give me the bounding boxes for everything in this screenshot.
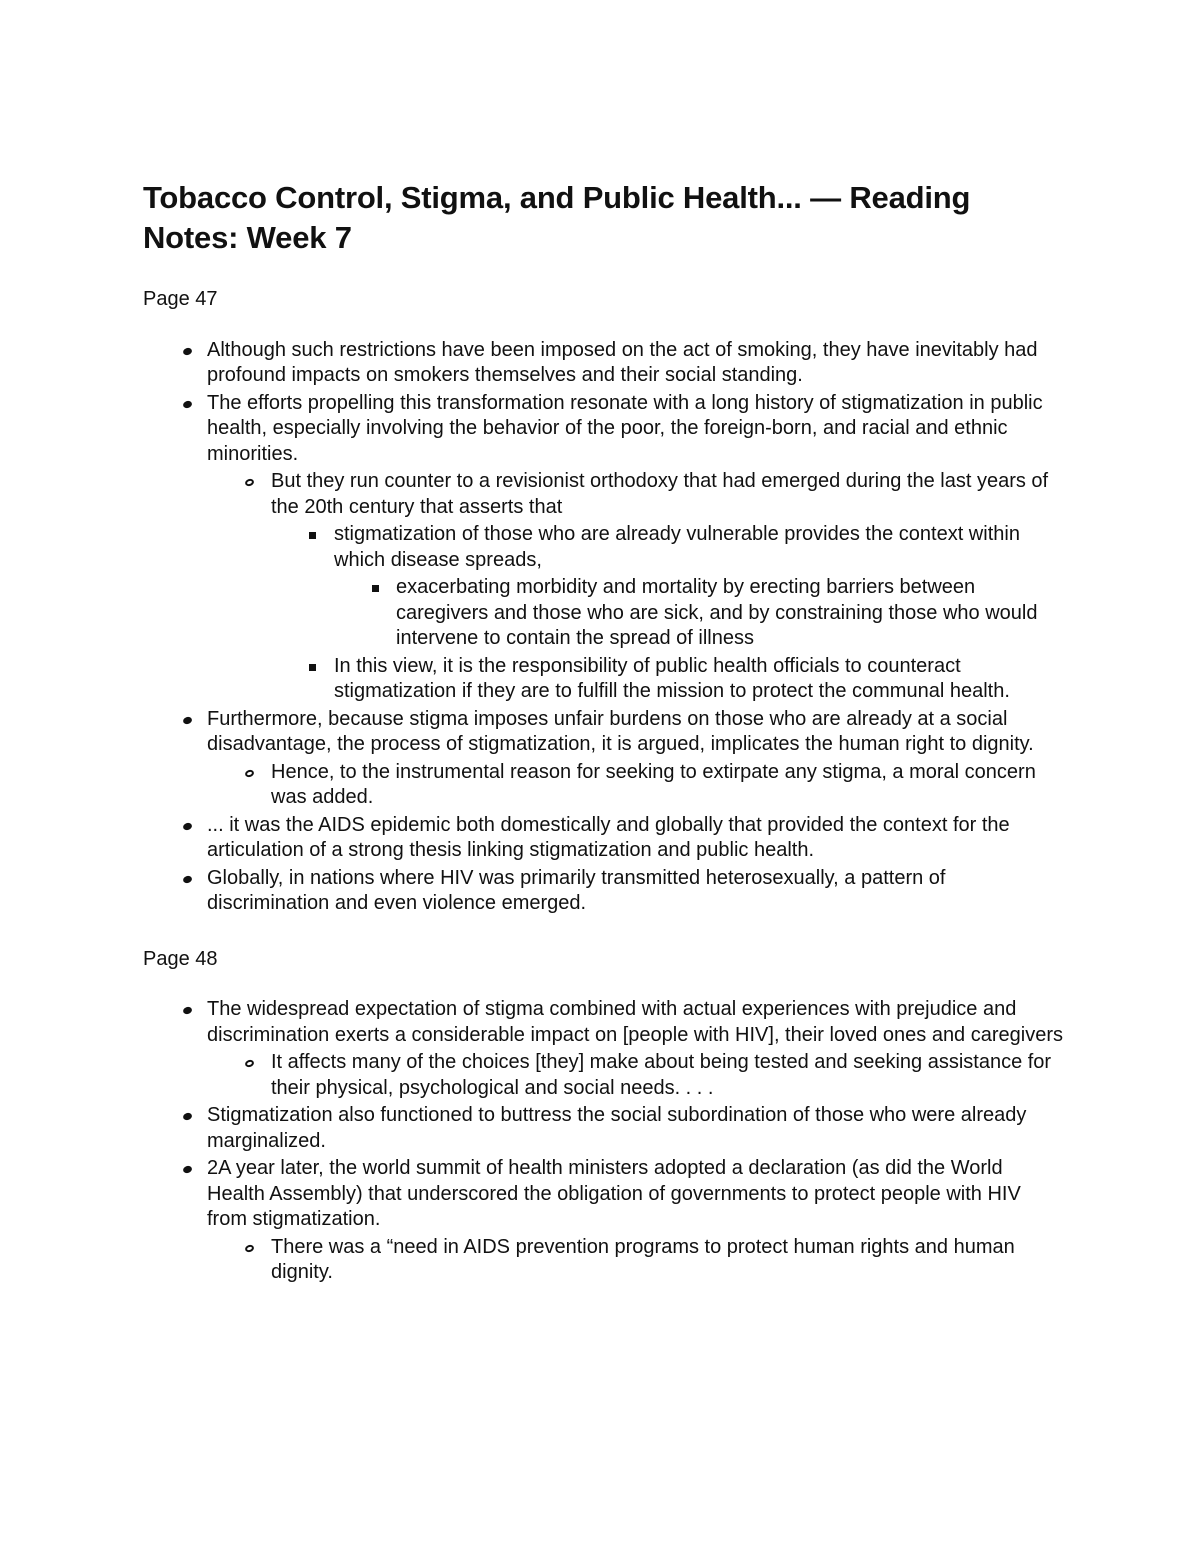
list-item	[143, 1156, 1063, 1286]
list-item	[143, 391, 1063, 705]
square-bullet-icon	[309, 664, 316, 671]
disc-bullet-icon	[182, 399, 193, 409]
sub-list	[207, 1235, 1063, 1286]
circle-bullet-icon	[244, 1059, 255, 1069]
list-item-text: exacerbating morbidity and mortality by erecting barriers between caregivers and those who are sick, and by constraining those who would intervene to contain the spread of illness	[396, 576, 1038, 649]
list-item-text: 2A year later, the world summit of health ministers adopted a declaration (as did the World Health Assembly) that underscored the obligation of governments to protect people with HIV from stigmatization.	[207, 1157, 1021, 1230]
list-item	[207, 1050, 1063, 1101]
list-item-text: But they run counter to a revisionist orthodoxy that had emerged during the last years of the 20th century that asserts that	[271, 470, 1049, 518]
list-item-text: Although such restrictions have been imposed on the act of smoking, they have inevitably had profound impacts on smokers themselves and their social standing.	[207, 338, 1038, 386]
list-item	[271, 654, 1063, 705]
list-item-text: Globally, in nations where HIV was primarily transmitted heterosexually, a pattern of discrimination and even violence emerged.	[207, 866, 946, 914]
square-bullet-icon	[372, 585, 379, 592]
list-item-text: stigmatization of those who are already vulnerable provides the context within which disease spreads,	[334, 523, 1020, 571]
circle-bullet-icon	[244, 768, 255, 778]
disc-bullet-icon	[182, 715, 193, 725]
sub-list	[207, 1050, 1063, 1101]
square-bullet-icon	[309, 532, 316, 539]
disc-bullet-icon	[182, 1165, 193, 1175]
circle-bullet-icon	[244, 1243, 255, 1253]
list-item	[334, 575, 1063, 652]
sub-list	[334, 575, 1063, 652]
circle-bullet-icon	[244, 478, 255, 488]
list-item	[207, 1235, 1063, 1286]
list-item	[143, 866, 1063, 917]
list-item	[143, 813, 1063, 864]
list-item	[271, 522, 1063, 652]
sub-list	[207, 760, 1063, 811]
list-item-text: The efforts propelling this transformation resonate with a long history of stigmatization in public health, especially involving the behavior of the poor, the foreign-born, and racial and ethnic minorities.	[207, 391, 1043, 465]
document-page	[143, 178, 1063, 1286]
section-label-page-47: Page 47	[143, 288, 218, 310]
notes-list-page-48	[143, 997, 1063, 1286]
list-item	[143, 338, 1063, 389]
sub-list	[271, 522, 1063, 705]
list-item-text: ... it was the AIDS epidemic both domestically and globally that provided the context for the articulation of a strong thesis linking stigmatization and public health.	[207, 813, 1010, 861]
list-item-text: Furthermore, because stigma imposes unfair burdens on those who are already at a social disadvantage, the process of stigmatization, it is argued, implicates the human right to dignity.	[207, 707, 1034, 755]
list-item-text: In this view, it is the responsibility of public health officials to counteract stigmatization if they are to fulfill the mission to protect the communal health.	[334, 654, 1010, 702]
section-label-page-48: Page 48	[143, 947, 218, 970]
list-item	[207, 469, 1063, 705]
notes-list-page-47	[143, 338, 1063, 917]
document-title: Tobacco Control, Stigma, and Public Health... — Reading Notes: Week 7	[143, 180, 971, 255]
list-item	[143, 707, 1063, 811]
disc-bullet-icon	[182, 821, 193, 831]
list-item-text: Stigmatization also functioned to buttress the social subordination of those who were already marginalized.	[207, 1104, 1027, 1152]
disc-bullet-icon	[182, 874, 193, 884]
disc-bullet-icon	[182, 1006, 193, 1016]
list-item	[143, 997, 1063, 1101]
list-item-text: It affects many of the choices [they] make about being tested and seeking assistance for their physical, psychological and social needs. . . .	[271, 1051, 1052, 1099]
list-item-text: Hence, to the instrumental reason for seeking to extirpate any stigma, a moral concern was added.	[271, 760, 1036, 808]
disc-bullet-icon	[182, 1112, 193, 1122]
list-item-text: The widespread expectation of stigma combined with actual experiences with prejudice and discrimination exerts a considerable impact on [people with HIV], their loved ones and caregivers	[207, 998, 1063, 1046]
disc-bullet-icon	[182, 346, 193, 356]
list-item	[207, 760, 1063, 811]
list-item	[143, 1103, 1063, 1154]
sub-list	[207, 469, 1063, 705]
list-item-text: There was a “need in AIDS prevention programs to protect human rights and human dignity.	[271, 1235, 1015, 1283]
